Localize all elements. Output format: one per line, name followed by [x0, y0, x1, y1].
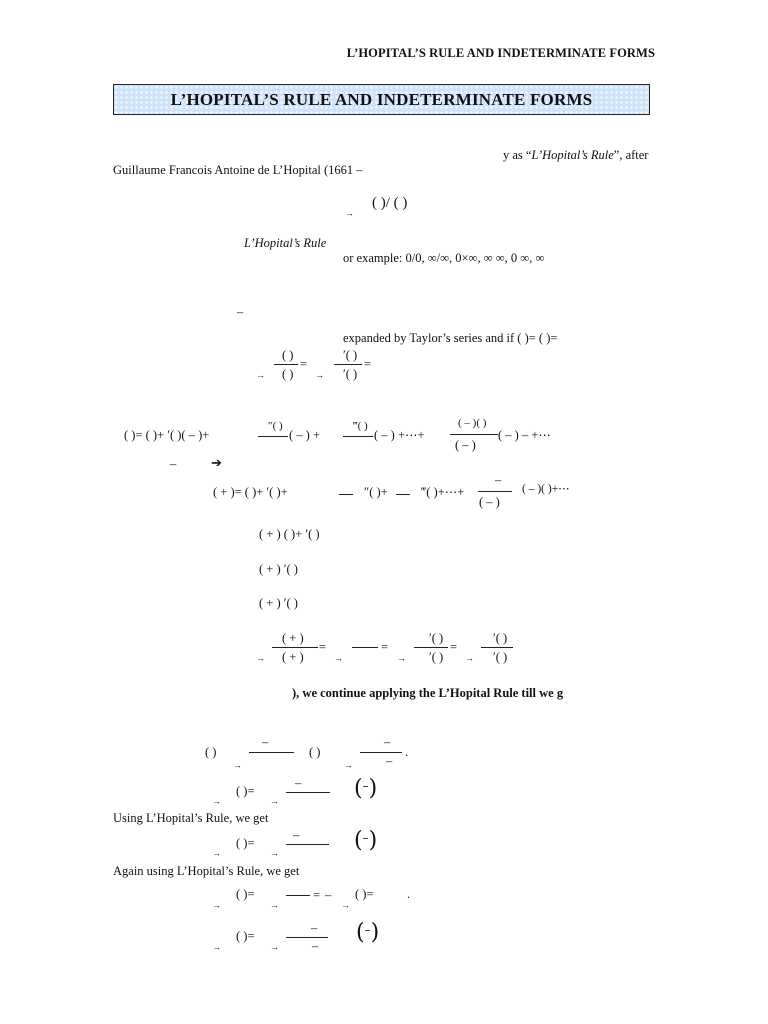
- final-r1-bar: [414, 647, 448, 648]
- intro-line1: [503, 149, 648, 162]
- limit-arrow: →: [345, 208, 354, 218]
- dash-mark: –: [237, 305, 244, 319]
- exp-term2-bar: [396, 494, 410, 495]
- using-text: Using L’Hopital’s Rule, we get: [113, 811, 269, 825]
- eq1-left-num: ( ): [282, 348, 294, 362]
- exp-frac-den: ( – ): [479, 495, 500, 509]
- ex-l5-paren-inner: –: [364, 923, 371, 937]
- ex-l1-bar2: [360, 752, 402, 753]
- ex-l1-bar: [249, 752, 294, 753]
- ex-l3-arrow: →: [212, 848, 221, 858]
- ex-l3-paren-inner: –: [362, 831, 369, 845]
- taylor-term1-rest: ( – ) +: [289, 428, 320, 442]
- again-text: Again using L’Hopital’s Rule, we get: [113, 864, 300, 878]
- ex-l3-a: ( )=: [236, 836, 255, 850]
- eq1-equals2: =: [364, 357, 372, 371]
- limit-expression: ( )/ ( ): [372, 195, 408, 211]
- eq1-left-den: ( ): [282, 367, 294, 381]
- final-eq: =: [319, 640, 327, 654]
- taylor-term1-bar: [258, 436, 288, 437]
- ex-l1-arrow: →: [233, 760, 242, 770]
- ex-l4-arrow: →: [212, 900, 221, 910]
- ex-l5-num: –: [311, 921, 318, 935]
- ex-l1-arrow2: →: [344, 760, 353, 770]
- ex-l4-mid: =: [313, 888, 321, 902]
- taylor-term3-rest: ( – ) – +⋯: [498, 428, 551, 442]
- implies-arrow-icon: ➔: [211, 456, 222, 471]
- running-header: L’HOPITAL’S RULE AND INDETERMINATE FORMS: [346, 46, 655, 60]
- rule-name-italic: L’Hopital’s Rule: [531, 148, 614, 162]
- taylor-text: expanded by Taylor’s series and if ( )= ( )=: [343, 331, 558, 345]
- taylor-term3-den: ( – ): [455, 438, 476, 452]
- taylor-term2-rest: ( – ) +⋯+: [374, 428, 425, 442]
- ex-l4-b: ( )=: [355, 887, 374, 901]
- ex-l2-bar: [286, 792, 330, 793]
- final-eq3: =: [450, 640, 458, 654]
- ex-l2-paren-inner: –: [362, 779, 369, 793]
- exp-term1-bar: [339, 494, 353, 495]
- continue-text: ), we continue applying the L’Hopital Rule till we g: [292, 686, 564, 700]
- final-mid-eq: =: [381, 640, 389, 654]
- final-den: ( + ): [282, 650, 304, 664]
- final-r2-bar: [481, 647, 513, 648]
- taylor-term2-num: ‴( ): [353, 420, 368, 432]
- ex-l4-a: ( )=: [236, 887, 255, 901]
- step1: ( + ) ( )+ ′( ): [259, 527, 320, 541]
- ex-l5-bar: [286, 937, 328, 938]
- ex-l5-arrow2: →: [270, 942, 279, 952]
- ex-l4-arrow2: →: [270, 900, 279, 910]
- minus-mark: –: [170, 457, 177, 471]
- final-arrow4: →: [465, 653, 474, 663]
- ex-l4-bar: [286, 895, 310, 896]
- ex-l2-a: ( )=: [236, 784, 255, 798]
- final-r2-den: ′( ): [493, 650, 508, 664]
- ex-l2-arrow: →: [212, 796, 221, 806]
- final-arrow3: →: [397, 653, 406, 663]
- exp-term2: ‴( )+⋯+: [421, 485, 465, 499]
- intro-line2: Guillaume Francois Antoine de L’Hopital (1661 –: [113, 163, 363, 177]
- ex-l1-num: –: [262, 735, 269, 749]
- taylor-term3-bar: [450, 434, 498, 435]
- ex-l4-dash: –: [325, 888, 332, 902]
- ex-l5-arrow: →: [212, 942, 221, 952]
- final-r2-num: ′( ): [493, 631, 508, 645]
- ex-l4-arrow3: →: [341, 900, 350, 910]
- final-num: ( + ): [282, 631, 304, 645]
- title-box: [113, 84, 650, 115]
- exp-frac-num: –: [495, 473, 502, 487]
- taylor-term3-num: ( – )( ): [458, 417, 487, 429]
- ex-l1-b: ( ): [309, 745, 321, 759]
- exp-tail: ( – )( )+⋯: [522, 483, 570, 495]
- ex-l3-num: –: [293, 828, 300, 842]
- intro-line1-tail: ”, after: [613, 148, 649, 162]
- page-title: L’HOPITAL’S RULE AND INDETERMINATE FORMS: [170, 89, 593, 109]
- ex-l3-bar: [286, 844, 329, 845]
- eq1-equals: =: [300, 357, 308, 371]
- ex-l2-num: –: [295, 776, 302, 790]
- eq1-left-bar: [274, 364, 298, 365]
- ex-l1-num2: –: [384, 735, 391, 749]
- ex-l2-paren: (–): [354, 776, 378, 801]
- taylor-term2-bar: [343, 436, 373, 437]
- ex-l4-dot: .: [407, 887, 411, 901]
- step2: ( + ) ′( ): [259, 562, 298, 576]
- final-r1-num: ′( ): [429, 631, 444, 645]
- ex-l5-a: ( )=: [236, 929, 255, 943]
- eq1-arrow1: →: [256, 370, 265, 380]
- final-mid-bar: [352, 647, 378, 648]
- taylor-series: ( )= ( )+ ′( )( – )+: [124, 428, 210, 442]
- rule-name: L’Hopital’s Rule: [244, 236, 327, 250]
- ex-l5-paren: (–): [356, 920, 380, 945]
- ex-l2-arrow2: →: [270, 796, 279, 806]
- final-arrow2: →: [334, 653, 343, 663]
- ex-l3-paren: (–): [354, 828, 378, 853]
- ex-l3-arrow2: →: [270, 848, 279, 858]
- indeterminate-forms: or example: 0/0, ∞/∞, 0×∞, ∞ ∞, 0 ∞, ∞: [343, 251, 545, 265]
- ex-l1-den2: –: [386, 754, 393, 768]
- ex-l1-dot: .: [405, 745, 409, 759]
- eq1-right-bar: [334, 364, 362, 365]
- final-arrow1: →: [256, 653, 265, 663]
- exp-term1: ″( )+: [364, 485, 388, 499]
- final-bar: [272, 647, 318, 648]
- intro-line1-text: y as “: [503, 148, 532, 162]
- step3: ( + ) ′( ): [259, 596, 298, 610]
- ex-l5-den: –: [312, 939, 319, 953]
- ex-l1-a: ( ): [205, 745, 217, 759]
- eq1-right-num: ′( ): [343, 348, 358, 362]
- eq1-right-den: ′( ): [343, 367, 358, 381]
- taylor-term1-num: ″( ): [268, 420, 283, 432]
- exp-frac-bar: [478, 491, 512, 492]
- final-r1-den: ′( ): [429, 650, 444, 664]
- eq1-arrow2: →: [315, 370, 324, 380]
- expansion: ( + )= ( )+ ′( )+: [213, 485, 288, 499]
